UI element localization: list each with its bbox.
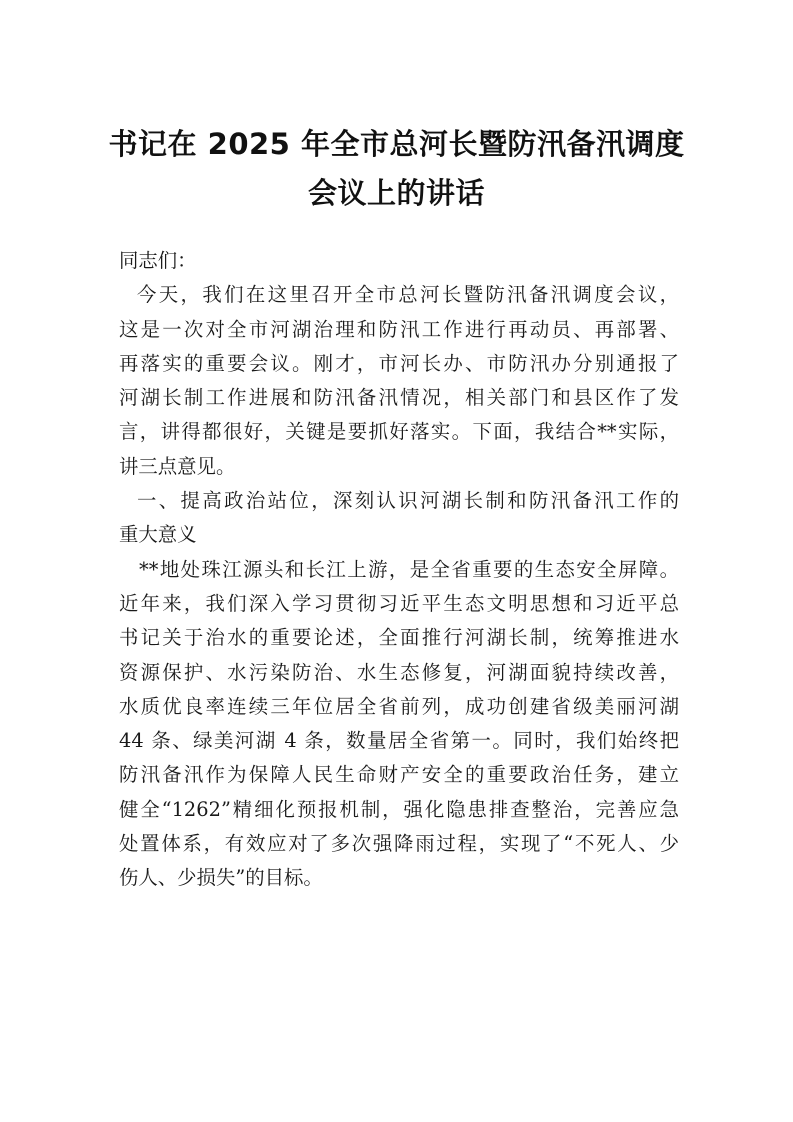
paragraph-line: 资源保护、水污染防治、水生态修复，河湖面貌持续改善， — [119, 660, 679, 684]
section-heading-1 — [119, 484, 679, 553]
paragraph-line: 处置体系，有效应对了多次强降雨过程，实现了“不死人、少 — [119, 832, 679, 856]
paragraph-line: 言，讲得都很好，关键是要抓好落实。下面，我结合**实际， — [119, 420, 679, 444]
paragraph-line: 近年来，我们深入学习贯彻习近平生态文明思想和习近平总 — [119, 591, 679, 615]
document-body — [119, 244, 679, 896]
title-line-1: 书记在 2025 年全市总河长暨防汛备汛调度 — [108, 127, 685, 161]
paragraph-line: 水质优良率连续三年位居全省前列，成功创建省级美丽河湖 — [119, 694, 679, 718]
document-title — [100, 120, 693, 218]
paragraph-line: 这是一次对全市河湖治理和防汛工作进行再动员、再部署、 — [119, 317, 679, 341]
paragraph-line: 今天，我们在这里召开全市总河长暨防汛备汛调度会议， — [137, 283, 679, 307]
paragraph-line: 防汛备汛作为保障人民生命财产安全的重要政治任务，建立 — [119, 763, 679, 787]
paragraph-line: 健全“1262”精细化预报机制，强化隐患排查整治，完善应急 — [119, 797, 679, 821]
title-line-2: 会议上的讲话 — [307, 176, 485, 210]
paragraph-line: 再落实的重要会议。刚才，市河长办、市防汛办分别通报了 — [119, 351, 679, 375]
heading-line: 重大意义 — [119, 523, 197, 547]
paragraph-line: 书记关于治水的重要论述，全面推行河湖长制，统筹推进水 — [119, 626, 679, 650]
paragraph-line: 44 条、绿美河湖 4 条，数量居全省第一。同时，我们始终把 — [119, 729, 679, 753]
heading-line: 一、提高政治站位，深刻认识河湖长制和防汛备汛工作的 — [137, 489, 679, 513]
paragraph-line: 讲三点意见。 — [119, 454, 236, 478]
salutation: 同志们： — [119, 249, 197, 272]
paragraph-line: 河湖长制工作进展和防汛备汛情况，相关部门和县区作了发 — [119, 386, 679, 410]
paragraph-line: **地处珠江源头和长江上游，是全省重要的生态安全屏障。 — [139, 557, 679, 581]
paragraph-section-1 — [119, 553, 679, 896]
paragraph-line: 伤人、少损失”的目标。 — [119, 866, 323, 890]
paragraph-opening — [119, 278, 679, 484]
